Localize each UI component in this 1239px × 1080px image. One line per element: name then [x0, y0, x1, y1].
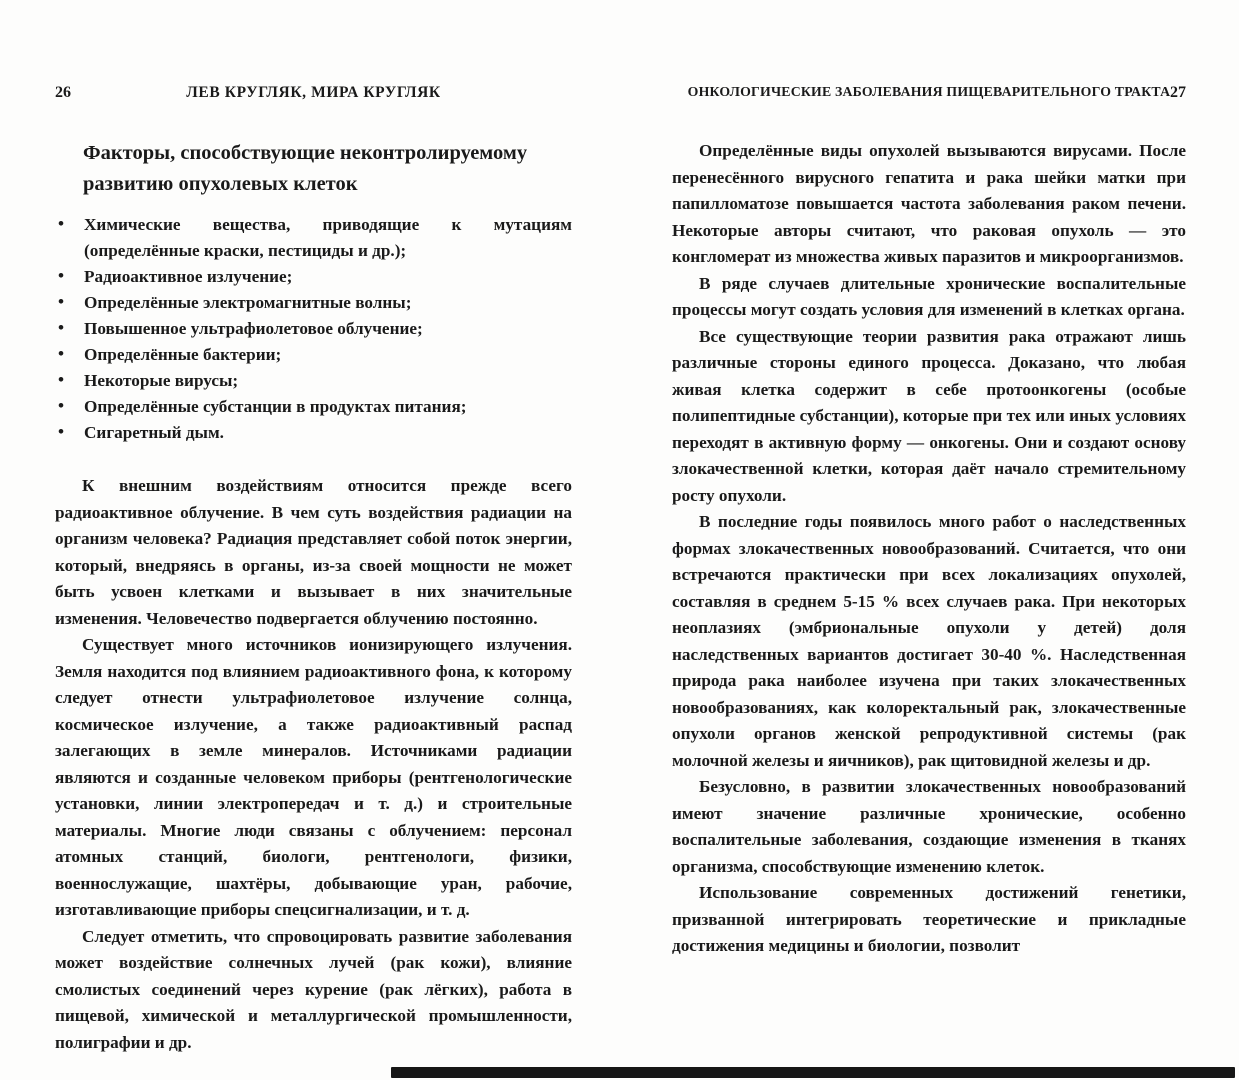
paragraph: Все существующие теории развития рака отражают лишь различные стороны единого процесса. Доказано, что любая живая клетка содержит в себе протоонкогены (особые полипептидные субстанции), которые при тех или иных условиях переходят в активную форму — онкогены. Они и создают основу злокачественной клетки, которая даёт начало стремительному росту опухоли.: [672, 326, 1186, 505]
bullet-item: [55, 342, 572, 368]
bullet-icon: •: [58, 344, 65, 363]
bullet-text: Определённые субстанции в продуктах питания;: [84, 397, 467, 416]
right-page-number: 27: [1170, 84, 1186, 101]
bullet-item: [55, 212, 572, 264]
left-running-header: [55, 84, 572, 104]
right-running-header: [672, 84, 1186, 104]
bullet-icon: •: [58, 422, 65, 441]
right-running-title: ОНКОЛОГИЧЕСКИЕ ЗАБОЛЕВАНИЯ ПИЩЕВАРИТЕЛЬНОГО ТРАКТА: [687, 84, 1171, 99]
scan-artifact-bar: [391, 1067, 1235, 1078]
paragraph: В ряде случаев длительные хронические воспалительные процессы могут создать условия для изменений в клетках органа.: [672, 273, 1186, 319]
left-page-number: 26: [55, 84, 71, 101]
paragraph: Использование современных достижений генетики, призванной интегрировать теоретические и прикладные достижения медицины и биологии, позволит: [672, 883, 1186, 955]
bullet-item: [55, 394, 572, 420]
bullet-text: Повышенное ультрафиолетовое облучение;: [84, 319, 423, 338]
paragraph: Определённые виды опухолей вызываются вирусами. После перенесённого вирусного гепатита и рака шейки матки при папилломатозе повышается частота заболевания раком печени. Некоторые авторы считают, что раковая опухоль — это конгломерат из множества живых паразитов и микроорганизмов.: [672, 141, 1186, 266]
bullet-item: [55, 420, 572, 446]
bullet-text: Определённые электромагнитные волны;: [84, 293, 412, 312]
paragraph: К внешним воздействиям относится прежде всего радиоактивное облучение. В чем суть воздействия радиации на организм человека? Радиация представляет собой поток энергии, который, внедряясь в органы, из-за своей мощности не может быть усвоен клетками и вызывает в них значительные изменения. Человечество подвергается облучению постоянно.: [55, 476, 572, 628]
bullet-text: Радиоактивное излучение;: [84, 267, 293, 286]
bullet-icon: •: [58, 370, 65, 389]
left-running-title: ЛЕВ КРУГЛЯК, МИРА КРУГЛЯК: [186, 84, 441, 101]
paragraph: В последние годы появилось много работ о наследственных формах злокачественных новообразований. Считается, что они встречаются практически при всех локализациях опухолей, составляя в среднем 5-15 % всех случаев рака. При некоторых неоплазиях (эмбриональные опухоли у детей) доля наследственных вариантов достигает 30-40 %. Наследственная природа рака наиболее изучена при таких злокачественных новообразованиях, как колоректальный рак, злокачественные опухоли органов женской репродуктивной системы (рак молочной железы и яичников), рак щитовидной железы и др.: [672, 512, 1186, 770]
paragraph: Существует много источников ионизирующего излучения. Земля находится под влиянием радиоактивного фона, к которому следует отнести ультрафиолетовое излучение солнца, космическое излучение, а также радиоактивный распад залегающих в земле минералов. Источниками радиации являются и созданные человеком приборы (рентгенологические установки, линии электропередач и т. д.) и строительные материалы. Многие люди связаны с облучением: персонал атомных станций, биологи, рентгенологи, физики, военнослужащие, шахтёры, добывающие уран, рабочие, изготавливающие приборы спецсигнализации, и т. д.: [55, 635, 572, 919]
bullet-icon: •: [58, 214, 65, 233]
section-heading: Факторы, способствующие неконтролируемому развитию опухолевых клеток: [83, 142, 528, 195]
bullet-item: [55, 368, 572, 394]
bullet-list: [55, 212, 572, 446]
bullet-item: [55, 316, 572, 342]
right-page: [620, 0, 1239, 1080]
paragraph: Следует отметить, что спровоцировать развитие заболевания может воздействие солнечных лучей (рак кожи), влияние смолистых соединений через курение (рак лёгких), работа в пищевой, химической и металлургической промышленности, полиграфии и др.: [55, 926, 572, 1052]
bullet-icon: •: [58, 292, 65, 311]
paragraph: Безусловно, в развитии злокачественных новообразований имеют значение различные хронические, особенно воспалительные заболевания, создающие изменения в тканях организма, способствующие изменению клеток.: [672, 777, 1186, 876]
bullet-text: Некоторые вирусы;: [84, 371, 239, 390]
bullet-text: Определённые бактерии;: [84, 345, 282, 364]
bullet-item: [55, 264, 572, 290]
bullet-item: [55, 290, 572, 316]
bullet-icon: •: [58, 318, 65, 337]
bullet-icon: •: [58, 396, 65, 415]
bullet-text: Сигаретный дым.: [84, 423, 224, 442]
bullet-icon: •: [58, 266, 65, 285]
bullet-text: Химические вещества, приводящие к мутациям (определённые краски, пестициды и др.);: [84, 215, 572, 260]
